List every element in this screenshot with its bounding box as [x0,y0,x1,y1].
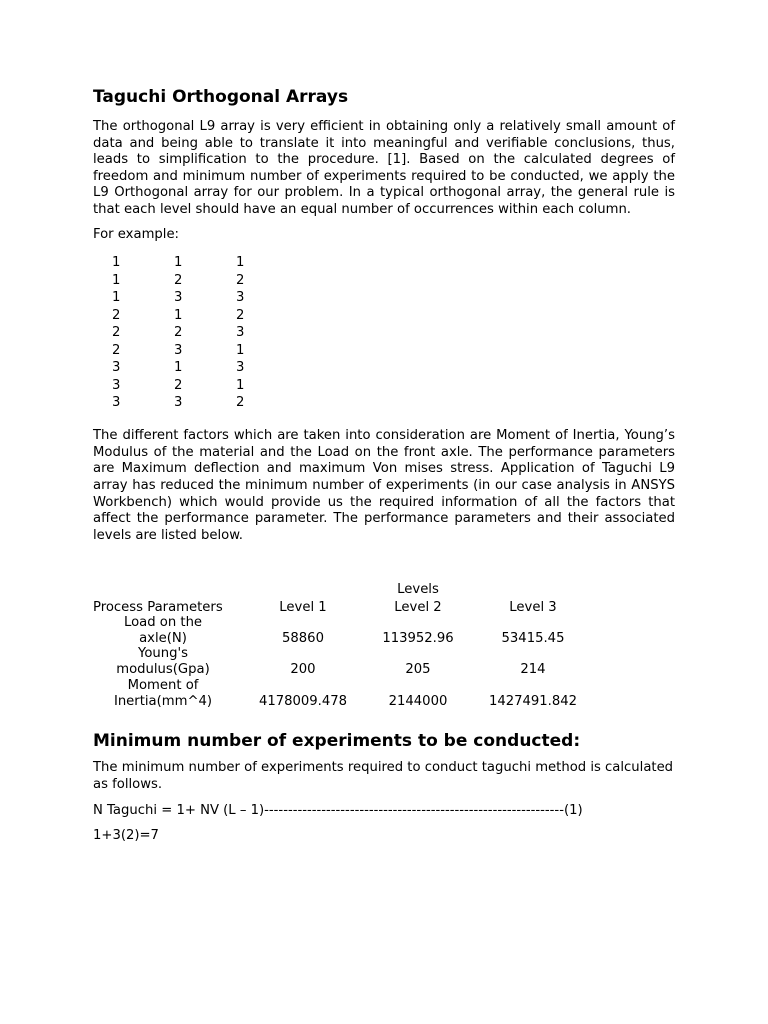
table-cell: 205 [405,662,431,678]
table-cell: 214 [520,662,546,678]
array-row [93,394,675,412]
array-cell: 3 [236,290,245,306]
array-cell: 2 [174,377,183,393]
array-cell: 3 [236,360,245,376]
array-cell: 2 [236,395,245,411]
array-row [93,272,675,290]
section-title-min-experiments: Minimum number of experiments to be conducted: [93,731,581,752]
array-cell: 1 [112,255,121,271]
array-row [93,377,675,395]
factors-paragraph: The different factors which are taken into consideration are Moment of Inertia, Young’s Modulus of the material and the Load on the front axle. The performance parameters are Maximum deflection and maximum Von mises stress. Application of Taguchi L9 array has reduced the minimum number of experiments (in our case analysis in ANSYS Workbench) which would provide us the required information of all the factors that affect the performance parameter. The performance parameters and their associated levels are listed below. [93,428,675,543]
array-cell: 1 [174,307,183,323]
array-cell: 3 [112,377,121,393]
array-cell: 3 [236,325,245,341]
example-label: For example: [93,226,180,242]
orthogonal-array [93,254,675,411]
section-title-taguchi: Taguchi Orthogonal Arrays [93,87,349,107]
header-process-parameters: Process Parameters [93,600,223,616]
array-cell: 1 [236,255,245,271]
param-label-line1: Young's [138,646,188,662]
array-cell: 2 [112,307,121,323]
header-level-2: Level 2 [394,600,442,616]
header-level-3: Level 3 [509,600,557,616]
array-cell: 3 [112,395,121,411]
param-label-line2: axle(N) [139,631,187,647]
array-row [93,342,675,360]
array-row [93,359,675,377]
array-row [93,289,675,307]
array-row [93,307,675,325]
array-cell: 3 [112,360,121,376]
table-cell: 53415.45 [501,631,565,647]
array-cell: 2 [112,325,121,341]
array-cell: 2 [112,342,121,358]
param-label-line2: modulus(Gpa) [116,662,210,678]
table-cell: 58860 [282,631,324,647]
header-level-1: Level 1 [279,600,327,616]
param-label-line1: Load on the [123,615,203,631]
array-cell: 2 [174,325,183,341]
array-cell: 1 [112,272,121,288]
table-cell: 4178009.478 [258,694,348,710]
array-cell: 1 [112,290,121,306]
levels-table [93,582,675,710]
table-cell: 200 [290,662,316,678]
table-cell: 1427491.842 [488,694,578,710]
table-cell: 113952.96 [382,631,454,647]
table-cell: 2144000 [388,694,448,710]
param-label-line2: Inertia(mm^4) [113,694,213,710]
array-cell: 1 [174,255,183,271]
array-cell: 2 [236,307,245,323]
array-cell: 3 [174,395,183,411]
array-cell: 2 [174,272,183,288]
array-row [93,254,675,272]
array-row [93,324,675,342]
levels-group-header: Levels [397,582,439,598]
array-cell: 1 [236,377,245,393]
document-page [93,86,675,845]
array-cell: 3 [174,342,183,358]
intro-paragraph: The orthogonal L9 array is very efficient in obtaining only a relatively small amount of data and being able to translate it into meaningful and verifiable conclusions, thus, leads to simplification to the procedure. [1]. Based on the calculated degrees of freedom and minimum number of experiments required to be conducted, we apply the L9 Orthogonal array for our problem. In a typical orthogonal array, the general rule is that each level should have an equal number of occurrences within each column. [93,119,675,217]
array-cell: 1 [174,360,183,376]
min-experiments-paragraph: The minimum number of experiments required to conduct taguchi method is calculated as follows. [93,760,674,792]
array-cell: 2 [236,272,245,288]
formula-line: N Taguchi = 1+ NV (L – 1)---------------------------------------------------------------(1) [93,802,583,818]
array-cell: 3 [174,290,183,306]
param-label-line1: Moment of [127,678,199,694]
array-cell: 1 [236,342,245,358]
formula-result: 1+3(2)=7 [93,828,159,844]
